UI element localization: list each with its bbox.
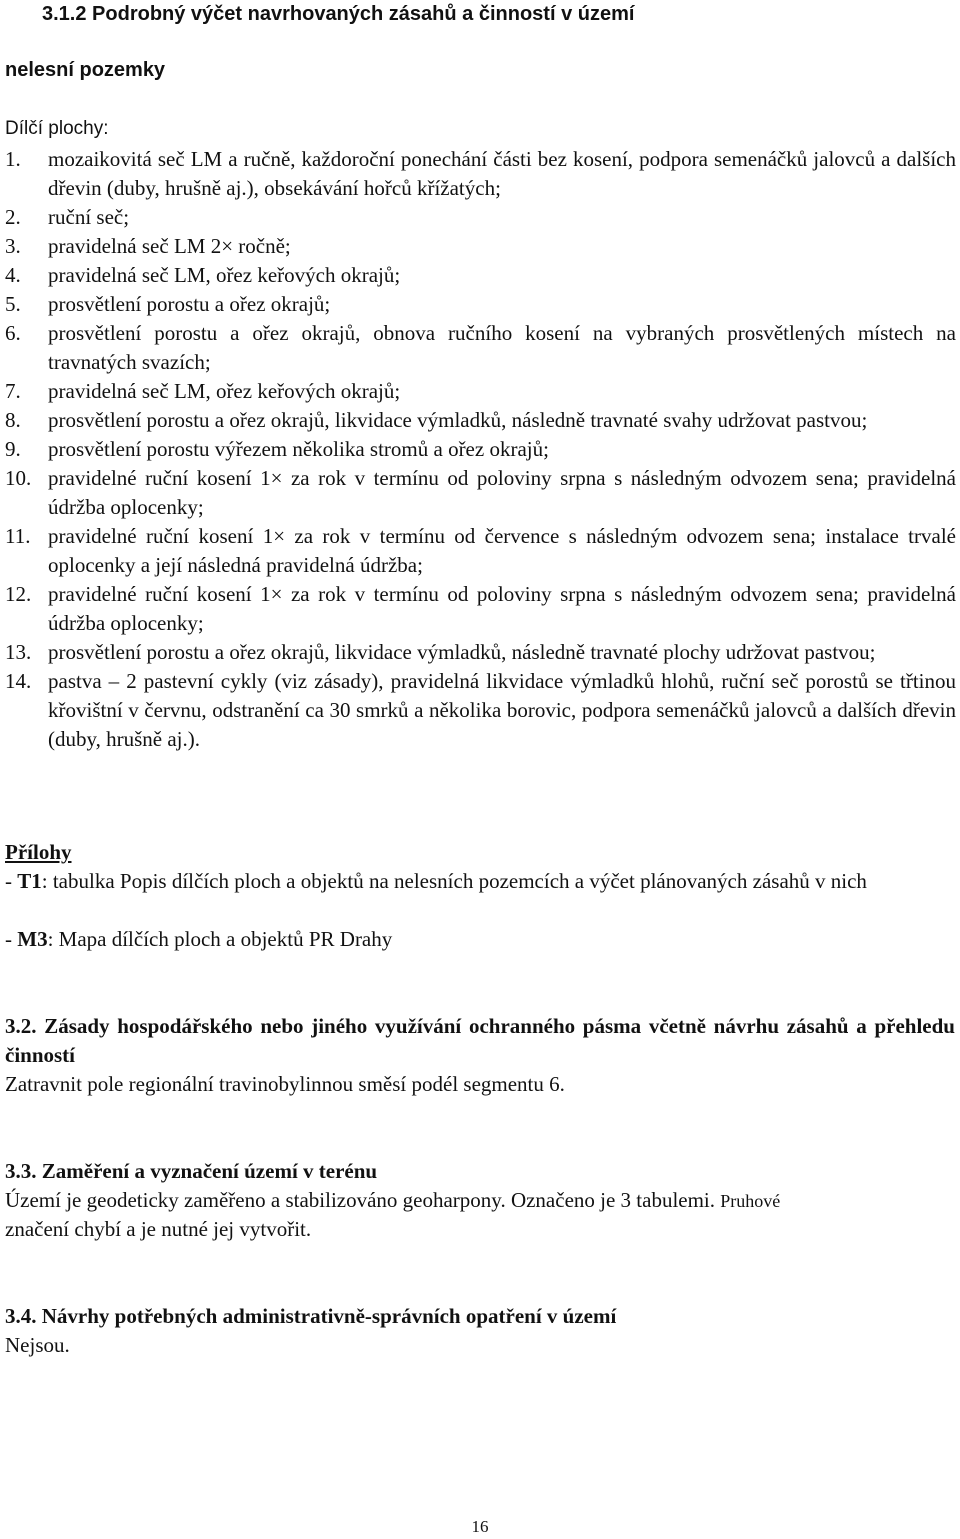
attachment-t1-code: T1 <box>17 869 42 893</box>
item-text: pravidelné ruční kosení 1× za rok v termínu od poloviny srpna s následným odvozem sena; pravidelná údržba oplocenky; <box>48 582 956 635</box>
section-3-4-heading: 3.4. Návrhy potřebných administrativně-správních opatření v území <box>5 1304 617 1328</box>
list-item <box>0 406 956 435</box>
list-item <box>0 319 956 377</box>
item-number: 6. <box>5 321 21 345</box>
section-3-3-heading: 3.3. Zaměření a vyznačení území v terénu <box>5 1159 378 1183</box>
item-number: 10. <box>5 466 32 490</box>
attachment-t1-text: : tabulka Popis dílčích ploch a objektů na nelesních pozemcích a výčet plánovaných zásahů v nich <box>41 869 867 893</box>
item-number: 3. <box>5 234 21 258</box>
attachment-t1-prefix: - <box>5 869 18 893</box>
list-item <box>0 464 956 522</box>
list-label: Dílčí plochy: <box>5 118 109 139</box>
section-3-3-body-b: Pruhové <box>720 1191 781 1211</box>
item-number: 8. <box>5 408 21 432</box>
list-item <box>0 290 956 319</box>
item-number: 12. <box>5 582 32 606</box>
section-3-2-body: Zatravnit pole regionální travinobylinnou směsí podél segmentu 6. <box>5 1072 565 1096</box>
item-number: 9. <box>5 437 21 461</box>
item-number: 13. <box>5 640 32 664</box>
list-item <box>0 522 956 580</box>
page-number: 16 <box>471 1517 489 1536</box>
item-number: 7. <box>5 379 21 403</box>
list-item <box>0 377 956 406</box>
attachment-m3 <box>5 925 392 954</box>
item-text: prosvětlení porostu a ořez okrajů; <box>48 292 331 316</box>
subtitle: nelesní pozemky <box>5 59 166 81</box>
measures-list <box>0 145 960 754</box>
attachment-t1 <box>5 867 955 896</box>
list-item <box>0 580 956 638</box>
item-number: 5. <box>5 292 21 316</box>
list-item <box>0 145 956 203</box>
item-text: prosvětlení porostu a ořez okrajů, likvidace výmladků, následně travnaté plochy udržovat pastvou; <box>48 640 876 664</box>
item-text: pravidelné ruční kosení 1× za rok v termínu od poloviny srpna s následným odvozem sena; pravidelná údržba oplocenky; <box>48 466 956 519</box>
item-text: ruční seč; <box>48 205 130 229</box>
item-text: pravidelné ruční kosení 1× za rok v termínu od července s následným odvozem sena; instalace trvalé oplocenky a její následná pravidelná údržba; <box>48 524 956 577</box>
section-3-3-body-c: značení chybí a je nutné jej vytvořit. <box>5 1217 312 1241</box>
attachments-heading: Přílohy <box>5 840 72 864</box>
list-item <box>0 638 956 667</box>
list-item <box>0 232 956 261</box>
item-text: mozaikovitá seč LM a ručně, každoroční ponechání části bez kosení, podpora semenáčků jalovců a dalších dřevin (duby, hrušně aj.), obsekávání hořců křížatých; <box>48 147 956 200</box>
section-3-3-body-a: Území je geodeticky zaměřeno a stabilizováno geoharpony. Označeno je 3 tabulemi. <box>5 1188 716 1212</box>
section-3-3-body-line1 <box>5 1186 780 1216</box>
attachment-m3-text: : Mapa dílčích ploch a objektů PR Drahy <box>47 927 393 951</box>
section-3-2-heading: 3.2. Zásady hospodářského nebo jiného využívání ochranného pásma včetně návrhu zásahů a přehledu činností <box>5 1014 955 1067</box>
item-text: prosvětlení porostu a ořez okrajů, obnova ručního kosení na vybraných prosvětlených místech na travnatých svazích; <box>48 321 956 374</box>
item-text: prosvětlení porostu výřezem několika stromů a ořez okrajů; <box>48 437 549 461</box>
item-number: 4. <box>5 263 21 287</box>
item-text: pravidelná seč LM, ořez keřových okrajů; <box>48 263 401 287</box>
item-number: 2. <box>5 205 21 229</box>
item-number: 11. <box>5 524 31 548</box>
list-item <box>0 667 956 754</box>
item-number: 1. <box>5 147 21 171</box>
list-item <box>0 261 956 290</box>
item-text: pastva – 2 pastevní cykly (viz zásady), pravidelná likvidace výmladků hlohů, ruční seč porostů se třtinou křovištní v červnu, odstranění ca 30 smrků a několika borovic, podpora semenáčků jalovců a dalších dřevin (duby, hrušně aj.). <box>48 669 956 751</box>
section-title: 3.1.2 Podrobný výčet navrhovaných zásahů a činností v území <box>42 3 635 25</box>
list-item <box>0 435 956 464</box>
section-3-4-body: Nejsou. <box>5 1333 70 1357</box>
item-text: prosvětlení porostu a ořez okrajů, likvidace výmladků, následně travnaté svahy udržovat pastvou; <box>48 408 868 432</box>
item-text: pravidelná seč LM 2× ročně; <box>48 234 291 258</box>
list-item <box>0 203 956 232</box>
attachment-m3-code: M3 <box>17 927 48 951</box>
item-text: pravidelná seč LM, ořez keřových okrajů; <box>48 379 401 403</box>
item-number: 14. <box>5 669 32 693</box>
attachment-m3-prefix: - <box>5 927 18 951</box>
